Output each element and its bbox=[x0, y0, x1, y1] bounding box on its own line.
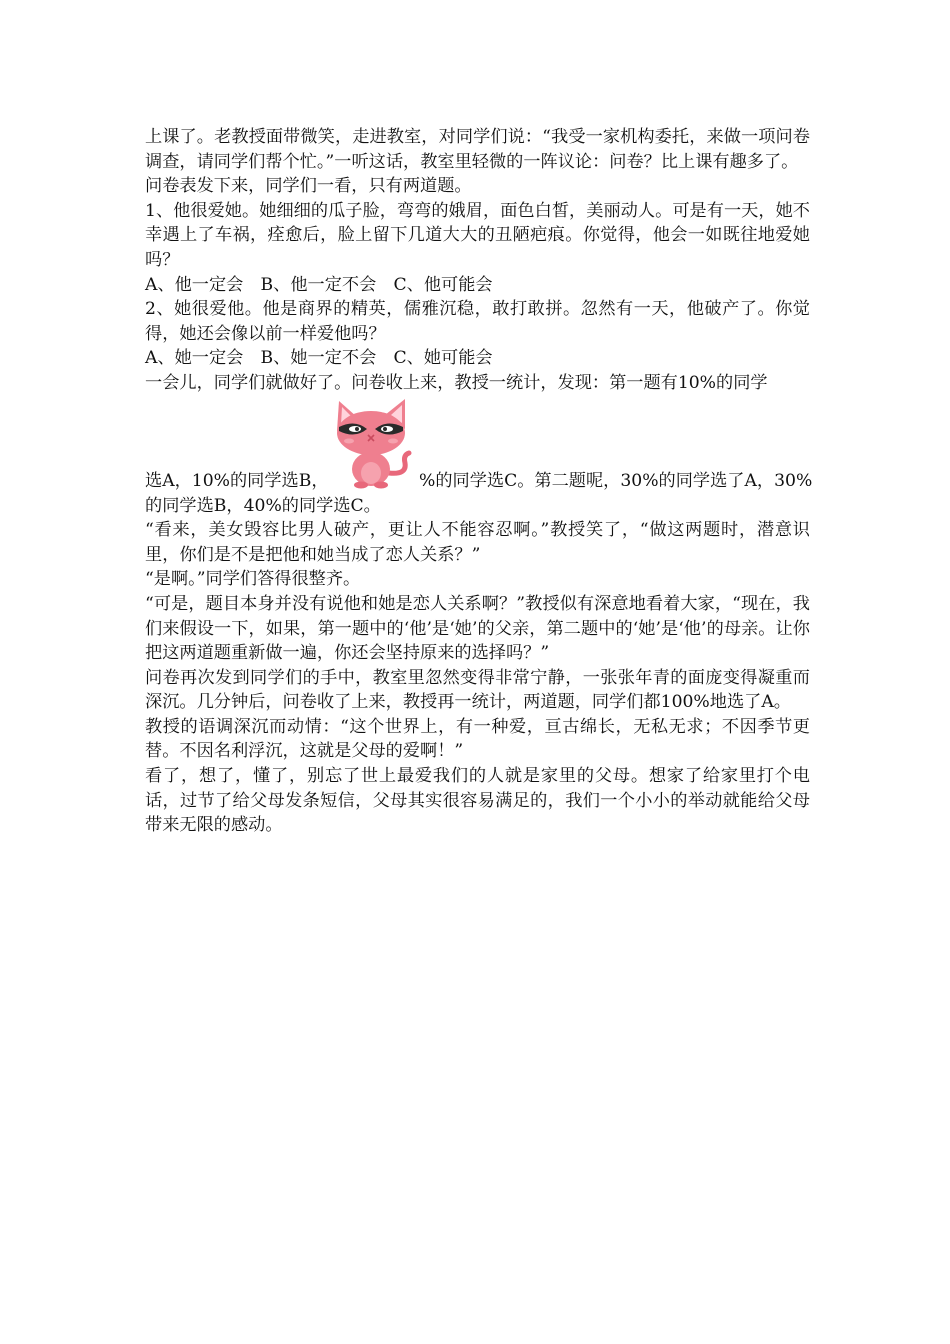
question-2: 2、她很爱他。他是商界的精英，儒雅沉稳，敢打敢拼。忽然有一天，他破产了。你觉得，她还会像以前一样爱他吗？ bbox=[145, 299, 810, 344]
paragraph-results-start: 一会儿，同学们就做好了。问卷收上来，教授一统计，发现：第一题有10%的同学 bbox=[145, 372, 768, 393]
results-text-right: %的同学选C。第二题呢，30%的同学选了A，30% bbox=[419, 470, 813, 491]
paragraph-results-end: 的同学选B，40%的同学选C。 bbox=[145, 495, 381, 516]
inline-image-line bbox=[145, 396, 813, 494]
paragraph-professor-smile: “看来，美女毁容比男人破产，更让人不能容忍啊。”教授笑了，“做这两题时，潜意识里，你们是不是把他和她当成了恋人关系？” bbox=[145, 520, 810, 565]
story-text bbox=[145, 125, 813, 838]
paragraph-parents-love: 教授的语调深沉而动情：“这个世界上，有一种爱，亘古绵长，无私无求；不因季节更替。不因名利浮沉，这就是父母的爱啊！” bbox=[145, 716, 810, 762]
results-text-left: 选A，10%的同学选B， bbox=[145, 470, 329, 491]
question-1: 1、他很爱她。她细细的瓜子脸，弯弯的娥眉，面色白皙，美丽动人。可是有一天，她不幸遇上了车祸，痊愈后，脸上留下几道大大的丑陋疤痕。你觉得，他会一如既往地爱她吗？ bbox=[145, 200, 810, 270]
pink-cat-icon bbox=[325, 397, 415, 489]
paragraph-second-survey: 问卷再次发到同学们的手中，教室里忽然变得非常宁静，一张张年青的面庞变得凝重而深沉。几分钟后，问卷收了上来，教授再一统计，两道题，同学们都100%地选了A。 bbox=[145, 667, 810, 713]
question-2-options: A、她一定会 B、她一定不会 C、她可能会 bbox=[145, 348, 493, 369]
question-1-options: A、他一定会 B、他一定不会 C、他可能会 bbox=[145, 274, 493, 295]
paragraph-distribute: 问卷表发下来，同学们一看，只有两道题。 bbox=[145, 176, 472, 197]
paragraph-hypothesis: “可是，题目本身并没有说他和她是恋人关系啊？”教授似有深意地看着大家，“现在，我们来假设一下，如果，第一题中的‘他’是‘她’的父亲，第二题中的‘她’是‘他’的母亲。让你把这两道题重新做一遍，你还会坚持原来的选择吗？” bbox=[145, 593, 810, 664]
paragraph-intro: 上课了。老教授面带微笑，走进教室，对同学们说：“我受一家机构委托，来做一项问卷调查，请同学们帮个忙。”一听这话，教室里轻微的一阵议论：问卷？比上课有趣多了。 bbox=[145, 127, 810, 172]
paragraph-conclusion: 看了，想了，懂了，别忘了世上最爱我们的人就是家里的父母。想家了给家里打个电话，过节了给父母发条短信，父母其实很容易满足的，我们一个小小的举动就能给父母带来无限的感动。 bbox=[145, 766, 810, 836]
paragraph-students-reply: “是啊。”同学们答得很整齐。 bbox=[145, 569, 361, 590]
